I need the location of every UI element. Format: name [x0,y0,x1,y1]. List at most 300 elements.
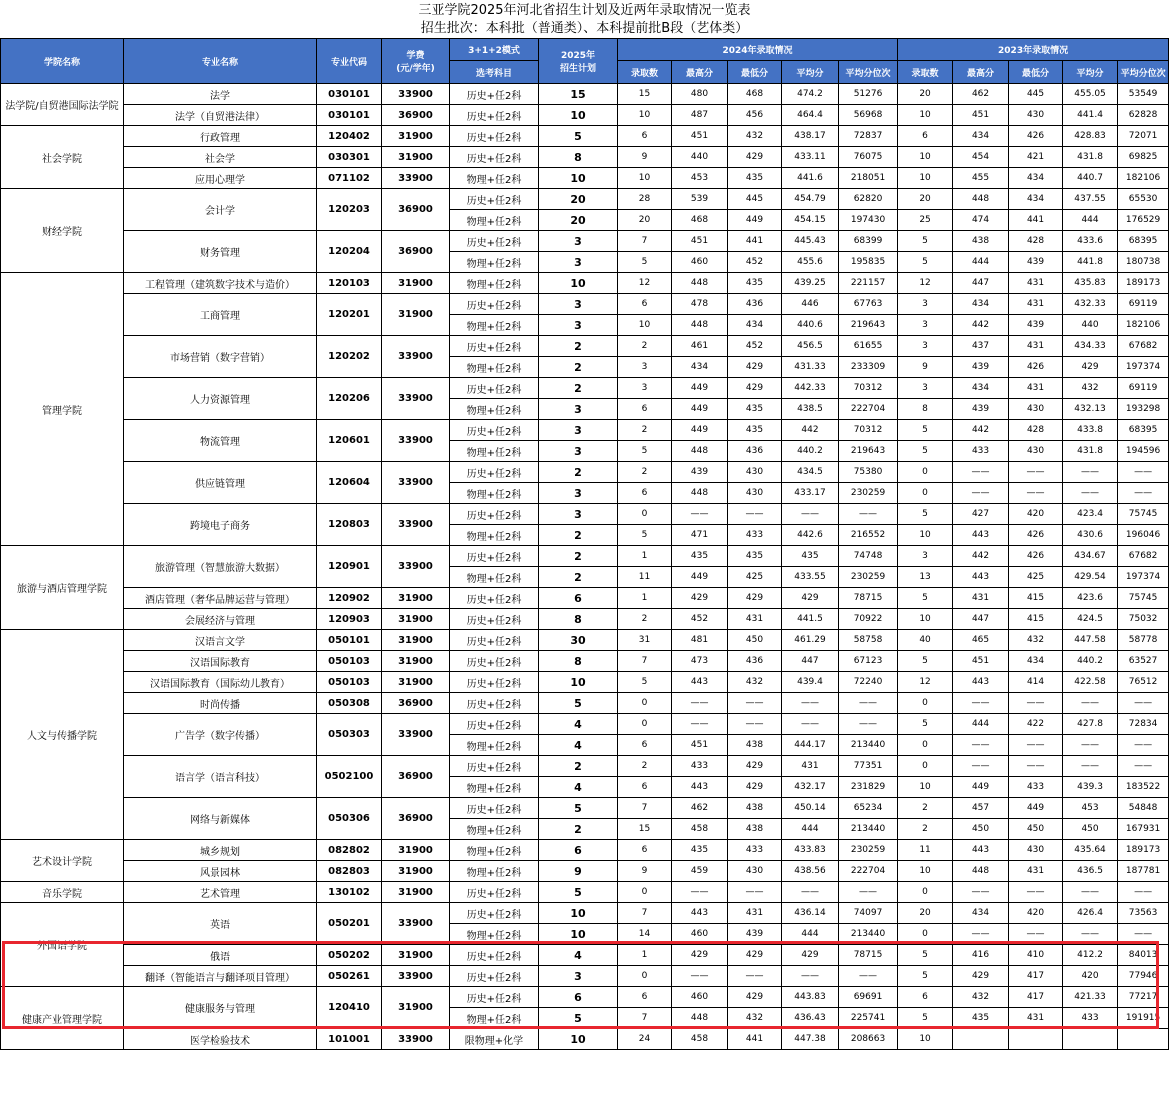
major-name: 跨境电子商务 [124,504,317,546]
stat-2024-min: 452 [728,252,782,273]
table-row [1,147,1169,168]
stat-2023-rank [1118,1029,1169,1050]
stat-2024-count: 2 [618,756,672,777]
stat-2023-avg: 426.4 [1063,903,1118,924]
stat-2023-min: 426 [1009,525,1063,546]
stat-2024-rank: 208663 [839,1029,898,1050]
major-code: 050103 [317,651,382,672]
stat-2023-avg: 423.4 [1063,504,1118,525]
stat-2023-min: 431 [1009,861,1063,882]
major-name: 工程管理（建筑数字技术与造价） [124,273,317,294]
stat-2023-max: —— [953,756,1009,777]
stat-2023-rank: 65530 [1118,189,1169,210]
subject-requirement: 历史+任2科 [450,756,539,777]
table-body [1,84,1169,1050]
stat-2023-avg: 434.33 [1063,336,1118,357]
stat-2023-avg: 433.6 [1063,231,1118,252]
stat-2024-min: 438 [728,798,782,819]
stat-2023-avg: 423.6 [1063,588,1118,609]
stat-2024-avg: 446 [782,294,839,315]
stat-2024-rank: 51276 [839,84,898,105]
subject-requirement: 物理+任2科 [450,861,539,882]
subject-requirement: 物理+任2科 [450,399,539,420]
stat-2024-min: 430 [728,861,782,882]
major-name: 应用心理学 [124,168,317,189]
stat-2023-max: 474 [953,210,1009,231]
stat-2024-count: 2 [618,420,672,441]
stat-2024-min: 429 [728,357,782,378]
stat-2024-count: 0 [618,966,672,987]
major-code: 120903 [317,609,382,630]
header-plan-line1: 2025年 [560,51,596,61]
stat-2023-max: 454 [953,147,1009,168]
major-code: 050201 [317,903,382,945]
stat-2023-count: 0 [898,693,953,714]
major-name: 旅游管理（智慧旅游大数据） [124,546,317,588]
stat-2023-count: 5 [898,651,953,672]
plan-2025: 30 [539,630,618,651]
stat-2023-avg: 429.54 [1063,567,1118,588]
stat-2023-count: 10 [898,105,953,126]
stat-2024-avg: 442.33 [782,378,839,399]
header-college: 学院名称 [1,39,124,84]
plan-2025: 3 [539,231,618,252]
stat-2023-rank: 194596 [1118,441,1169,462]
sheet-title: 三亚学院2025年河北省招生计划及近两年录取情况一览表 [418,3,751,18]
stat-2024-max: 460 [672,252,728,273]
stat-2024-avg: 429 [782,945,839,966]
plan-2025: 3 [539,483,618,504]
stat-2023-min: 430 [1009,399,1063,420]
header-2024-avg: 平均分 [782,61,839,84]
stat-2023-rank: 77946 [1118,966,1169,987]
college-name: 人文与传播学院 [1,630,124,840]
plan-2025: 4 [539,777,618,798]
plan-2025: 2 [539,546,618,567]
stat-2024-avg: 434.5 [782,462,839,483]
stat-2023-min: —— [1009,462,1063,483]
stat-2024-min: 436 [728,441,782,462]
stat-2024-max: 443 [672,672,728,693]
stat-2023-rank: —— [1118,462,1169,483]
stat-2023-min: 421 [1009,147,1063,168]
stat-2023-count: 6 [898,126,953,147]
stat-2023-min: 434 [1009,168,1063,189]
stat-2024-count: 14 [618,924,672,945]
stat-2023-avg: 432.33 [1063,294,1118,315]
stat-2023-rank: 73563 [1118,903,1169,924]
stat-2024-max: 448 [672,273,728,294]
stat-2024-count: 11 [618,567,672,588]
stat-2023-avg: 412.2 [1063,945,1118,966]
major-code: 071102 [317,168,382,189]
header-2023: 2023年录取情况 [898,39,1169,61]
stat-2024-count: 20 [618,210,672,231]
stat-2024-rank: 219643 [839,441,898,462]
stat-2024-rank: 230259 [839,840,898,861]
stat-2023-max: —— [953,924,1009,945]
stat-2024-avg: 447 [782,651,839,672]
stat-2024-max: 448 [672,441,728,462]
subject-requirement: 历史+任2科 [450,462,539,483]
stat-2023-count: 40 [898,630,953,651]
stat-2023-max: 443 [953,525,1009,546]
stat-2023-avg: 428.83 [1063,126,1118,147]
stat-2024-min: 432 [728,1008,782,1029]
stat-2023-rank: 176529 [1118,210,1169,231]
stat-2023-max: 443 [953,840,1009,861]
stat-2024-count: 12 [618,273,672,294]
stat-2024-rank: 62820 [839,189,898,210]
stat-2023-rank: 75032 [1118,609,1169,630]
stat-2023-max: 433 [953,441,1009,462]
stat-2024-max: 433 [672,756,728,777]
header-2023-min: 最低分 [1009,61,1063,84]
stat-2024-count: 9 [618,147,672,168]
stat-2023-min: 430 [1009,105,1063,126]
major-code: 120206 [317,378,382,420]
stat-2023-avg: 444 [1063,210,1118,231]
major-name: 社会学 [124,147,317,168]
plan-2025: 5 [539,1008,618,1029]
college-name: 社会学院 [1,126,124,189]
plan-2025: 5 [539,126,618,147]
stat-2024-count: 6 [618,483,672,504]
stat-2024-max: 453 [672,168,728,189]
tuition-fee: 33900 [382,546,450,588]
major-code: 120604 [317,462,382,504]
stat-2024-count: 0 [618,504,672,525]
stat-2023-avg: 447.58 [1063,630,1118,651]
major-name: 城乡规划 [124,840,317,861]
stat-2024-count: 0 [618,882,672,903]
stat-2023-rank: 183522 [1118,777,1169,798]
stat-2023-rank: 191915 [1118,1008,1169,1029]
stat-2023-count: 13 [898,567,953,588]
stat-2023-max: 451 [953,651,1009,672]
stat-2023-rank: —— [1118,735,1169,756]
stat-2024-max: 471 [672,525,728,546]
plan-2025: 3 [539,966,618,987]
tuition-fee: 36900 [382,105,450,126]
stat-2023-max: 444 [953,252,1009,273]
tuition-fee: 31900 [382,147,450,168]
stat-2024-max: 439 [672,462,728,483]
college-name: 旅游与酒店管理学院 [1,546,124,630]
stat-2024-max: 451 [672,735,728,756]
stat-2024-avg: 440.6 [782,315,839,336]
stat-2023-count: 5 [898,441,953,462]
stat-2024-rank: —— [839,693,898,714]
tuition-fee: 36900 [382,756,450,798]
stat-2024-count: 1 [618,588,672,609]
stat-2024-max: 429 [672,588,728,609]
stat-2023-avg: —— [1063,483,1118,504]
college-name: 音乐学院 [1,882,124,903]
stat-2023-count: 0 [898,756,953,777]
stat-2023-rank: 72071 [1118,126,1169,147]
stat-2023-rank: 75745 [1118,504,1169,525]
stat-2023-count: 3 [898,546,953,567]
stat-2023-min: 445 [1009,84,1063,105]
major-name: 英语 [124,903,317,945]
stat-2024-min: 429 [728,588,782,609]
stat-2023-avg: 453 [1063,798,1118,819]
stat-2023-rank: —— [1118,882,1169,903]
stat-2024-min: 431 [728,903,782,924]
plan-2025: 10 [539,273,618,294]
stat-2024-rank: 219643 [839,315,898,336]
tuition-fee: 36900 [382,231,450,273]
stat-2024-count: 5 [618,252,672,273]
tuition-fee: 31900 [382,861,450,882]
stat-2024-count: 3 [618,357,672,378]
stat-2023-min: 415 [1009,588,1063,609]
stat-2023-max: 455 [953,168,1009,189]
stat-2023-count: 3 [898,315,953,336]
plan-2025: 2 [539,378,618,399]
subject-requirement: 物理+任2科 [450,567,539,588]
stat-2024-avg: 438.5 [782,399,839,420]
table-row [1,84,1169,105]
admission-table [0,38,1169,1050]
tuition-fee: 36900 [382,798,450,840]
stat-2023-max: 431 [953,588,1009,609]
major-code: 120601 [317,420,382,462]
stat-2024-max: 449 [672,567,728,588]
subject-requirement: 历史+任2科 [450,378,539,399]
stat-2023-min: —— [1009,924,1063,945]
subject-requirement: 历史+任2科 [450,294,539,315]
stat-2024-max: 451 [672,126,728,147]
tuition-fee: 33900 [382,504,450,546]
stat-2024-min: 449 [728,210,782,231]
stat-2024-count: 7 [618,903,672,924]
tuition-fee: 31900 [382,945,450,966]
stat-2023-min: 431 [1009,273,1063,294]
stat-2024-min: 431 [728,609,782,630]
stat-2023-count: 12 [898,672,953,693]
stat-2024-rank: 195835 [839,252,898,273]
stat-2024-max: 481 [672,630,728,651]
tuition-fee: 31900 [382,273,450,294]
stat-2023-count: 3 [898,336,953,357]
stat-2023-avg: 435.83 [1063,273,1118,294]
stat-2024-max: 451 [672,231,728,252]
plan-2025: 2 [539,819,618,840]
major-code: 050303 [317,714,382,756]
stat-2024-avg: 441.6 [782,168,839,189]
stat-2024-rank: 213440 [839,735,898,756]
subject-requirement: 历史+任2科 [450,672,539,693]
stat-2024-max: 452 [672,609,728,630]
header-fee [382,39,450,84]
stat-2023-rank: 54848 [1118,798,1169,819]
table-row [1,672,1169,693]
stat-2024-rank: 225741 [839,1008,898,1029]
plan-2025: 15 [539,84,618,105]
stat-2024-rank: 67763 [839,294,898,315]
subject-requirement: 历史+任2科 [450,987,539,1008]
stat-2024-rank: —— [839,714,898,735]
stat-2024-min: —— [728,693,782,714]
stat-2023-min: 434 [1009,651,1063,672]
major-name: 时尚传播 [124,693,317,714]
stat-2023-rank: 197374 [1118,567,1169,588]
major-code: 050261 [317,966,382,987]
major-name: 会计学 [124,189,317,231]
stat-2023-min: 449 [1009,798,1063,819]
stat-2023-count: 11 [898,840,953,861]
header-major: 专业名称 [124,39,317,84]
table-row [1,798,1169,819]
major-name: 广告学（数字传播） [124,714,317,756]
plan-2025: 8 [539,609,618,630]
stat-2024-avg: 431 [782,756,839,777]
stat-2023-avg: 441.8 [1063,252,1118,273]
stat-2023-avg: —— [1063,882,1118,903]
stat-2024-count: 2 [618,609,672,630]
plan-2025: 20 [539,210,618,231]
plan-2025: 10 [539,903,618,924]
stat-2023-avg [1063,1029,1118,1050]
major-name: 供应链管理 [124,462,317,504]
major-name: 艺术管理 [124,882,317,903]
stat-2023-count: 0 [898,462,953,483]
table-row [1,756,1169,777]
stat-2024-max: 443 [672,903,728,924]
stat-2024-count: 6 [618,840,672,861]
stat-2023-count: 20 [898,84,953,105]
stat-2024-max: 460 [672,924,728,945]
stat-2024-min: 438 [728,819,782,840]
stat-2024-max: 448 [672,315,728,336]
stat-2024-avg: 440.2 [782,441,839,462]
stat-2023-max: 439 [953,399,1009,420]
table-row [1,378,1169,399]
stat-2023-avg: 420 [1063,966,1118,987]
stat-2023-rank: 77217 [1118,987,1169,1008]
major-name: 物流管理 [124,420,317,462]
major-name: 市场营销（数字营销） [124,336,317,378]
stat-2024-count: 7 [618,798,672,819]
stat-2023-count: 10 [898,525,953,546]
stat-2023-max: 438 [953,231,1009,252]
stat-2024-avg: 431.33 [782,357,839,378]
table-row [1,882,1169,903]
table-row [1,336,1169,357]
stat-2024-max: 448 [672,483,728,504]
header-2024: 2024年录取情况 [618,39,898,61]
plan-2025: 10 [539,105,618,126]
stat-2023-rank: 69119 [1118,294,1169,315]
stat-2024-rank: 222704 [839,399,898,420]
college-name: 艺术设计学院 [1,840,124,882]
subject-requirement: 历史+任2科 [450,231,539,252]
stat-2024-avg: 432.17 [782,777,839,798]
subject-requirement: 历史+任2科 [450,105,539,126]
stat-2024-avg: 444.17 [782,735,839,756]
stat-2023-max: 443 [953,567,1009,588]
subject-requirement: 历史+任2科 [450,504,539,525]
plan-2025: 10 [539,672,618,693]
stat-2023-rank: —— [1118,924,1169,945]
stat-2023-avg: 439.3 [1063,777,1118,798]
stat-2024-min: 433 [728,840,782,861]
stat-2023-avg: 433.8 [1063,420,1118,441]
header-plan-line2: 招生计划 [559,64,596,74]
stat-2023-min: 430 [1009,840,1063,861]
stat-2023-max: 437 [953,336,1009,357]
stat-2023-max: 447 [953,273,1009,294]
stat-2023-avg: 427.8 [1063,714,1118,735]
stat-2024-max: 468 [672,210,728,231]
stat-2024-rank: 233309 [839,357,898,378]
stat-2024-min: 430 [728,483,782,504]
stat-2024-max: —— [672,504,728,525]
stat-2024-count: 6 [618,777,672,798]
stat-2024-rank: 72837 [839,126,898,147]
stat-2023-rank: 72834 [1118,714,1169,735]
table-row [1,903,1169,924]
stat-2024-rank: 70922 [839,609,898,630]
header-2024-count: 录取数 [618,61,672,84]
major-name: 行政管理 [124,126,317,147]
stat-2023-avg: 440.2 [1063,651,1118,672]
stat-2023-rank: 187781 [1118,861,1169,882]
stat-2024-avg: —— [782,966,839,987]
stat-2024-avg: 435 [782,546,839,567]
stat-2024-rank: 76075 [839,147,898,168]
stat-2024-max: 440 [672,147,728,168]
header-fee-line2: (元/学年) [396,64,435,74]
stat-2024-min: 450 [728,630,782,651]
stat-2024-count: 6 [618,735,672,756]
stat-2024-max: 487 [672,105,728,126]
stat-2024-count: 10 [618,105,672,126]
subject-requirement: 物理+任2科 [450,735,539,756]
stat-2024-count: 10 [618,168,672,189]
subject-requirement: 物理+任2科 [450,168,539,189]
stat-2024-min: 438 [728,735,782,756]
stat-2024-avg: 447.38 [782,1029,839,1050]
major-code: 050103 [317,672,382,693]
stat-2023-min: —— [1009,483,1063,504]
stat-2023-avg: 432.13 [1063,399,1118,420]
stat-2023-min: —— [1009,882,1063,903]
stat-2023-avg: 450 [1063,819,1118,840]
stat-2023-max: 442 [953,315,1009,336]
major-name: 网络与新媒体 [124,798,317,840]
stat-2023-count: 5 [898,252,953,273]
stat-2023-count: 25 [898,210,953,231]
stat-2024-count: 15 [618,84,672,105]
stat-2023-max: 439 [953,357,1009,378]
tuition-fee: 31900 [382,630,450,651]
stat-2024-count: 6 [618,987,672,1008]
stat-2024-avg: 442 [782,420,839,441]
stat-2023-rank: 84013 [1118,945,1169,966]
stat-2023-avg: 430.6 [1063,525,1118,546]
stat-2023-min [1009,1029,1063,1050]
stat-2024-avg: 429 [782,588,839,609]
table-row [1,126,1169,147]
stat-2023-avg: 440.7 [1063,168,1118,189]
major-name: 风景园林 [124,861,317,882]
stat-2023-avg: 435.64 [1063,840,1118,861]
stat-2024-max: 443 [672,777,728,798]
major-code: 082802 [317,840,382,861]
